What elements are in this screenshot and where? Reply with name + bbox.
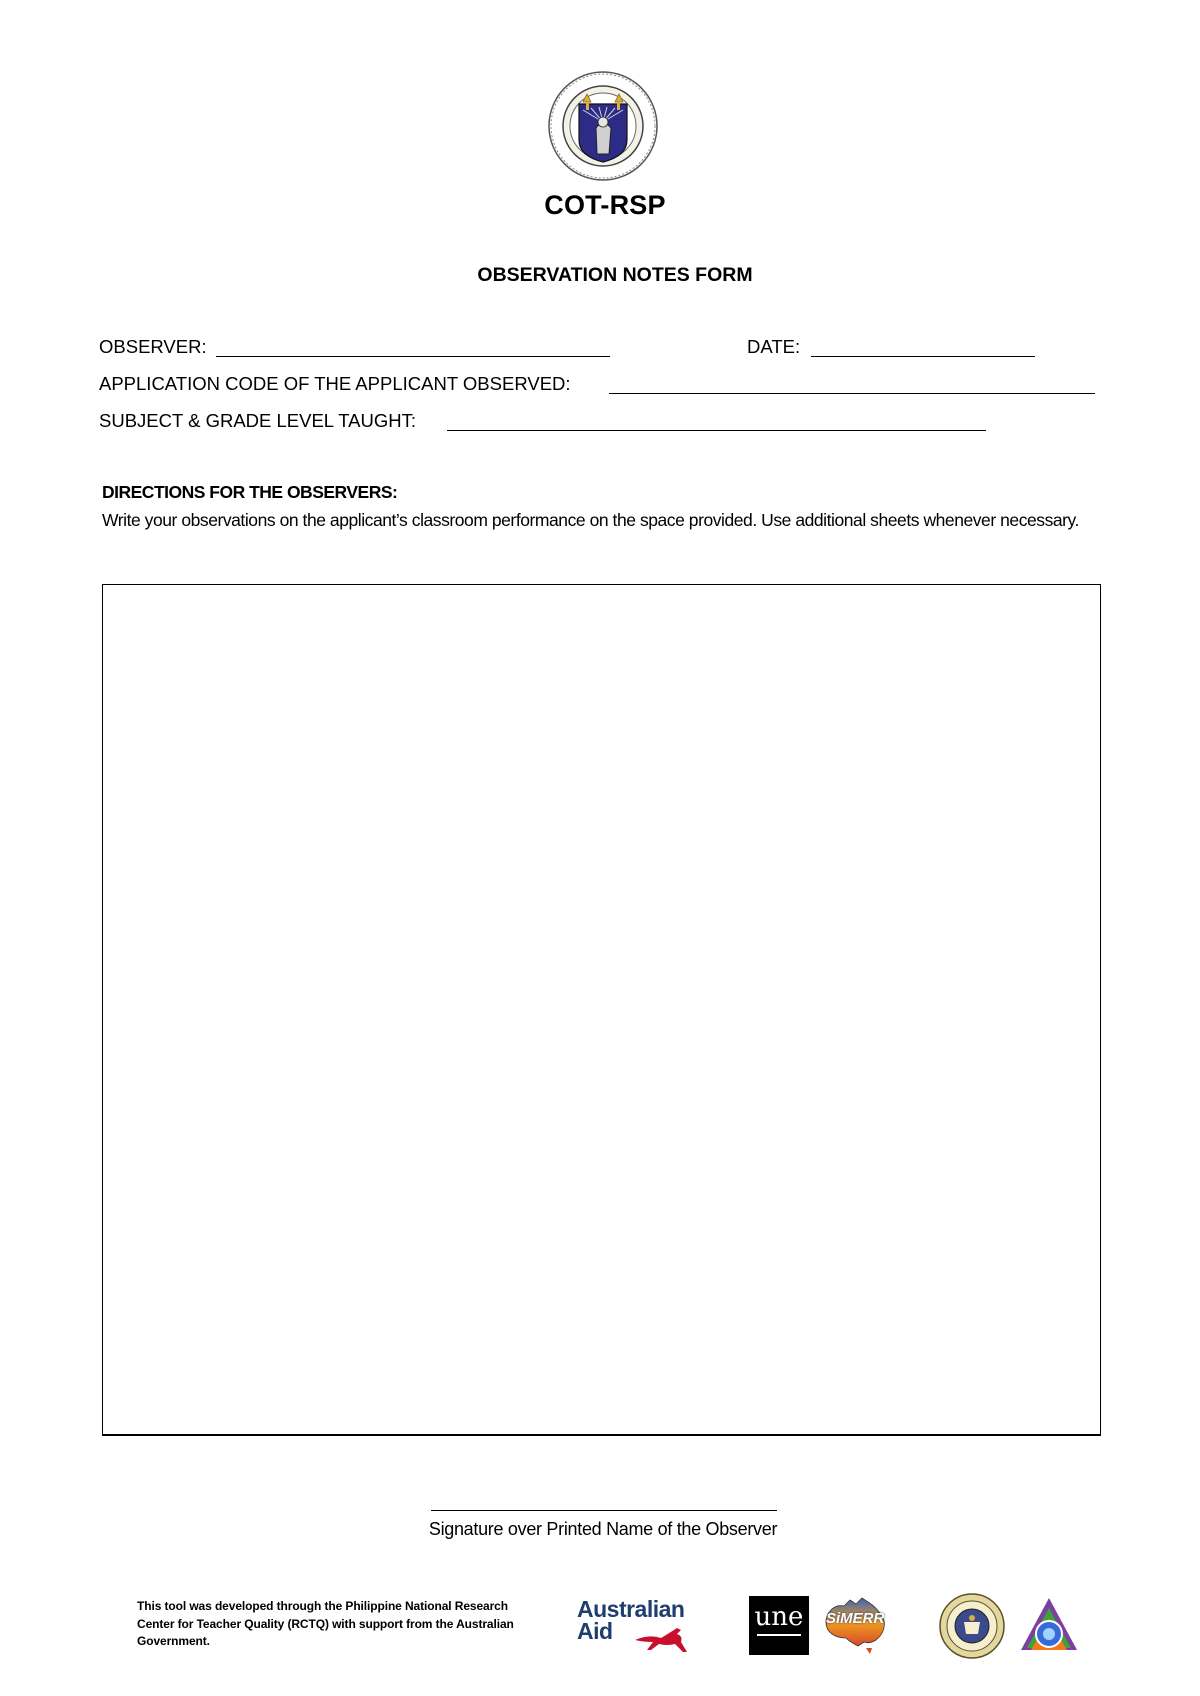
une-logo-icon bbox=[749, 1596, 809, 1655]
date-field[interactable] bbox=[811, 356, 1035, 357]
directions-text: Write your observations on the applicant’s classroom performance on the space provided. Use additional sheets whenever necessary. bbox=[102, 510, 1079, 530]
pnu-seal-icon bbox=[938, 1592, 1006, 1660]
simerr-text: SiMERR bbox=[826, 1610, 885, 1627]
subject-grade-field[interactable] bbox=[447, 430, 986, 431]
observer-field[interactable] bbox=[216, 356, 610, 357]
form-title: OBSERVATION NOTES FORM bbox=[477, 264, 753, 286]
deped-seal-icon bbox=[547, 70, 659, 182]
signature-label: Signature over Printed Name of the Observer bbox=[428, 1519, 778, 1539]
date-label: DATE: bbox=[747, 336, 801, 357]
une-text: une bbox=[754, 1602, 804, 1632]
australia-map-icon bbox=[820, 1594, 892, 1656]
application-code-field[interactable] bbox=[609, 393, 1095, 394]
subject-grade-label: SUBJECT & GRADE LEVEL TAUGHT: bbox=[99, 410, 416, 431]
observation-notes-box[interactable] bbox=[102, 584, 1101, 1436]
observer-label: OBSERVER: bbox=[99, 336, 207, 357]
signature-line[interactable] bbox=[431, 1510, 777, 1511]
australian-aid-logo bbox=[577, 1598, 702, 1656]
application-code-label: APPLICATION CODE OF THE APPLICANT OBSERVED: bbox=[99, 373, 571, 394]
australian-aid-text: Australian Aid bbox=[577, 1596, 685, 1644]
document-title: COT-RSP bbox=[544, 190, 666, 220]
directions-heading: DIRECTIONS FOR THE OBSERVERS: bbox=[102, 482, 398, 502]
rctq-logo-icon bbox=[1017, 1594, 1081, 1658]
kangaroo-icon bbox=[631, 1624, 695, 1654]
footer-note: This tool was developed through the Philippine National Research Center for Teacher Quality (RCTQ) with support from the Australian Government. bbox=[137, 1599, 514, 1648]
